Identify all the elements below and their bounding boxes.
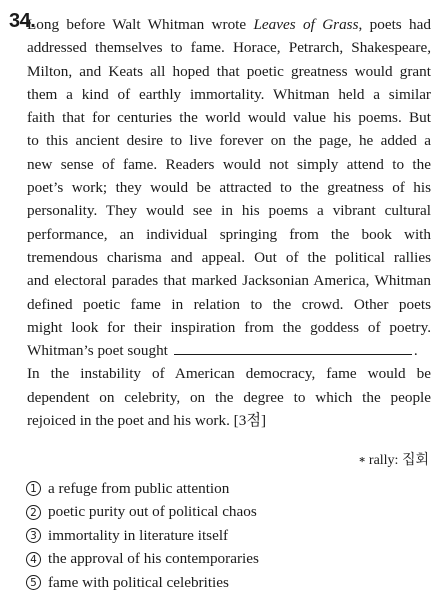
choice-text: fame with political celebrities [48,573,229,591]
passage [27,13,431,432]
circled-number-1-icon: 1 [26,481,41,496]
answer-choices [26,477,259,595]
choice-text: the approval of his contemporaries [48,550,259,568]
choice-3[interactable] [26,524,259,548]
passage-line: tremendous charisma and appeal. Out of the political rallies [27,248,431,266]
circled-number-2-icon: 2 [26,505,41,520]
circled-number-3-icon: 3 [26,528,41,543]
choice-2[interactable] [26,501,259,525]
choice-5[interactable] [26,571,259,595]
passage-line: dependent on celebrity, on the degree to which the people [27,388,431,406]
choice-text: poetic purity out of political chaos [48,503,257,521]
passage-line: performance, an individual springing from the book with [27,225,431,243]
passage-line: In the instability of American democracy, fame would be [27,365,431,383]
passage-line: poet’s work; they would be attracted to the greatness of his [27,179,431,197]
asterisk-icon: ∗ [358,454,366,466]
passage-line: Milton, and Keats all hoped that poetic greatness would grant [27,62,431,80]
passage-line: personality. They would see in his poems a vibrant cultural [27,202,431,220]
choice-4[interactable] [26,548,259,572]
circled-number-5-icon: 5 [26,575,41,590]
choice-text: immortality in literature itself [48,526,229,544]
footnote [358,449,429,469]
passage-line: rejoiced in the poet and his work. [3점] [27,412,267,430]
passage-line: and electoral parades that marked Jacksonian America, Whitman [27,272,431,290]
passage-line: defined poetic fame in relation to the crowd. Other poets [27,295,431,313]
circled-number-4-icon: 4 [26,552,41,567]
choice-text: a refuge from public attention [48,479,230,497]
footnote-text: rally: 집회 [368,453,429,468]
passage-line: them a kind of earthly immortality. Whitman held a similar [27,85,431,103]
book-title: Leaves of Grass [253,16,359,33]
passage-line: to this ancient desire to live forever on the page, he added a [27,132,431,150]
passage-line: Long before Walt Whitman wrote Leaves of Grass, poets had [27,16,431,33]
passage-line: addressed themselves to fame. Horace, Petrarch, Shakespeare, [27,39,431,57]
passage-line: might look for their inspiration from the goddess of poetry. [27,318,431,336]
passage-line-with-blank: Whitman’s poet sought . [27,342,418,360]
passage-line: new sense of fame. Readers would not simply attend to the [27,155,431,173]
choice-1[interactable] [26,477,259,501]
answer-blank [174,340,412,355]
question-number: 34. [9,10,36,32]
passage-line: faith that for centuries the world would value his poems. But [27,109,431,127]
